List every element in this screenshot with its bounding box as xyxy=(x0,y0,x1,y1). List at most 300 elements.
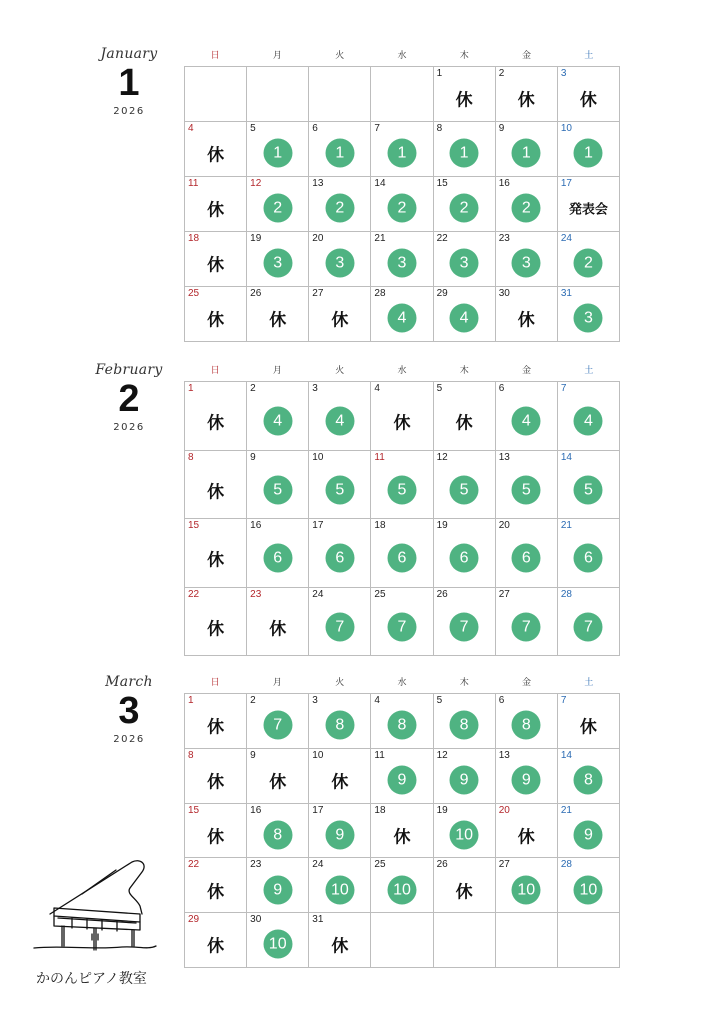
month-name: February xyxy=(95,362,163,378)
weekday-header xyxy=(184,676,620,690)
month-number: 1 xyxy=(118,62,140,104)
day-cell xyxy=(434,67,496,122)
weekday-label: 火 xyxy=(335,678,345,688)
closed-label: 休 xyxy=(207,882,225,903)
day-cell xyxy=(371,382,433,451)
day-number: 12 xyxy=(436,749,448,761)
day-number: 31 xyxy=(312,914,324,926)
day-number: 9 xyxy=(250,749,256,761)
day-number: 11 xyxy=(374,451,385,463)
day-number: 5 xyxy=(436,383,443,394)
day-number: 6 xyxy=(498,383,505,394)
day-cell xyxy=(185,122,247,177)
lesson-number-badge: 5 xyxy=(325,475,354,504)
day-number: 28 xyxy=(560,859,572,871)
day-cell xyxy=(309,232,371,287)
day-cell xyxy=(185,382,247,451)
day-number: 11 xyxy=(374,749,385,761)
day-number: 8 xyxy=(436,123,443,134)
lesson-number-badge: 9 xyxy=(574,820,603,849)
day-cell xyxy=(371,232,433,287)
day-cell xyxy=(185,519,247,588)
weekday-label: 土 xyxy=(584,51,594,61)
closed-label: 休 xyxy=(269,772,287,793)
day-number: 10 xyxy=(312,451,324,463)
closed-label: 休 xyxy=(269,619,287,640)
day-cell xyxy=(434,588,496,657)
day-cell xyxy=(496,749,558,804)
closed-label: 休 xyxy=(207,772,225,793)
lesson-number-badge: 8 xyxy=(574,765,603,794)
month-year: 2026 xyxy=(113,106,145,117)
day-cell xyxy=(309,588,371,657)
day-cell xyxy=(371,519,433,588)
lesson-number-badge: 1 xyxy=(512,139,541,168)
day-cell xyxy=(247,232,309,287)
month-number: 3 xyxy=(118,690,140,732)
day-number: 5 xyxy=(250,123,256,134)
lesson-number-badge: 2 xyxy=(512,194,541,223)
day-cell xyxy=(558,804,620,859)
lesson-number-badge: 8 xyxy=(450,711,479,740)
weekday-label: 月 xyxy=(272,678,282,688)
day-number: 4 xyxy=(374,695,380,706)
day-cell xyxy=(309,749,371,804)
day-number: 25 xyxy=(374,588,386,600)
day-cell xyxy=(247,519,309,588)
day-number: 19 xyxy=(436,804,448,816)
day-number: 2 xyxy=(250,695,256,706)
day-number: 22 xyxy=(188,588,200,600)
lesson-number-badge: 4 xyxy=(263,407,292,436)
weekday-label: 水 xyxy=(397,51,407,61)
day-cell xyxy=(247,804,309,859)
lesson-number-badge: 7 xyxy=(574,612,603,641)
day-number: 29 xyxy=(436,288,448,299)
day-cell xyxy=(371,177,433,232)
day-number: 14 xyxy=(560,451,572,463)
day-number: 7 xyxy=(560,695,567,706)
day-cell xyxy=(247,287,309,342)
day-number: 28 xyxy=(374,288,386,299)
day-number: 29 xyxy=(188,914,200,926)
day-number: 20 xyxy=(312,233,324,244)
day-cell xyxy=(309,382,371,451)
month-label xyxy=(70,46,188,117)
day-number: 21 xyxy=(560,804,572,816)
day-number: 16 xyxy=(250,804,262,816)
lesson-number-badge: 5 xyxy=(574,475,603,504)
empty-day-cell xyxy=(371,913,433,968)
day-cell xyxy=(247,694,309,749)
month-year: 2026 xyxy=(113,422,145,433)
lesson-number-badge: 3 xyxy=(387,249,416,278)
closed-label: 休 xyxy=(393,413,411,434)
lesson-number-badge: 3 xyxy=(512,249,541,278)
day-cell xyxy=(496,287,558,342)
day-cell xyxy=(496,804,558,859)
weekday-header xyxy=(184,49,620,63)
month-name: March xyxy=(105,674,153,690)
day-cell xyxy=(371,287,433,342)
month-label xyxy=(70,362,188,433)
day-number: 21 xyxy=(374,233,386,244)
closed-label: 休 xyxy=(455,90,473,111)
lesson-number-badge: 3 xyxy=(263,249,292,278)
empty-day-cell xyxy=(247,67,309,122)
day-cell xyxy=(496,519,558,588)
closed-label: 休 xyxy=(393,827,411,848)
lesson-number-badge: 8 xyxy=(263,820,292,849)
closed-label: 休 xyxy=(207,827,225,848)
day-cell xyxy=(434,519,496,588)
day-number: 20 xyxy=(498,520,510,531)
day-cell xyxy=(434,382,496,451)
day-cell xyxy=(371,588,433,657)
day-cell xyxy=(496,694,558,749)
day-cell xyxy=(434,287,496,342)
lesson-number-badge: 9 xyxy=(450,765,479,794)
day-number: 1 xyxy=(436,68,443,79)
empty-day-cell xyxy=(309,67,371,122)
day-cell xyxy=(247,122,309,177)
day-cell xyxy=(371,122,433,177)
day-number: 12 xyxy=(436,451,448,463)
empty-day-cell xyxy=(371,67,433,122)
lesson-number-badge: 9 xyxy=(263,875,292,904)
day-cell xyxy=(496,382,558,451)
weekday-label: 火 xyxy=(335,51,345,61)
day-cell xyxy=(558,451,620,520)
closed-label: 休 xyxy=(455,413,473,434)
weekday-label: 日 xyxy=(210,51,220,61)
closed-label: 休 xyxy=(269,310,287,331)
day-number: 11 xyxy=(188,178,199,189)
day-cell xyxy=(496,232,558,287)
day-number: 15 xyxy=(436,178,448,189)
month-number: 2 xyxy=(118,378,140,420)
day-cell xyxy=(434,749,496,804)
lesson-number-badge: 4 xyxy=(325,407,354,436)
day-cell xyxy=(185,287,247,342)
day-number: 10 xyxy=(312,749,324,761)
lesson-number-badge: 6 xyxy=(450,544,479,573)
weekday-label: 水 xyxy=(397,678,407,688)
lesson-number-badge: 8 xyxy=(325,711,354,740)
day-cell xyxy=(434,694,496,749)
day-number: 26 xyxy=(436,859,448,871)
day-number: 26 xyxy=(250,288,262,299)
day-cell xyxy=(309,913,371,968)
day-number: 15 xyxy=(188,520,200,531)
lesson-number-badge: 5 xyxy=(450,475,479,504)
weekday-header xyxy=(184,364,620,378)
lesson-number-badge: 7 xyxy=(263,711,292,740)
day-cell xyxy=(247,382,309,451)
month-label xyxy=(70,674,188,745)
day-cell xyxy=(558,519,620,588)
lesson-number-badge: 1 xyxy=(450,139,479,168)
weekday-label: 金 xyxy=(522,678,532,688)
day-number: 27 xyxy=(498,859,510,871)
day-cell xyxy=(371,451,433,520)
day-cell xyxy=(371,694,433,749)
lesson-number-badge: 2 xyxy=(263,194,292,223)
lesson-number-badge: 4 xyxy=(574,407,603,436)
lesson-number-badge: 4 xyxy=(450,304,479,333)
day-number: 7 xyxy=(374,123,380,134)
day-cell xyxy=(496,588,558,657)
day-cell xyxy=(185,232,247,287)
day-cell xyxy=(558,588,620,657)
lesson-number-badge: 3 xyxy=(325,249,354,278)
day-cell xyxy=(558,858,620,913)
day-cell xyxy=(558,287,620,342)
day-cell xyxy=(247,749,309,804)
lesson-number-badge: 10 xyxy=(387,875,416,904)
lesson-number-badge: 10 xyxy=(450,820,479,849)
day-number: 13 xyxy=(498,749,510,761)
closed-label: 休 xyxy=(207,413,225,434)
day-number: 26 xyxy=(436,588,448,600)
weekday-label: 土 xyxy=(584,678,594,688)
day-number: 3 xyxy=(560,68,567,79)
lesson-number-badge: 1 xyxy=(387,139,416,168)
day-cell xyxy=(309,451,371,520)
closed-label: 休 xyxy=(331,310,349,331)
lesson-number-badge: 6 xyxy=(325,544,354,573)
weekday-label: 木 xyxy=(459,366,469,376)
day-cell xyxy=(558,122,620,177)
weekday-label: 日 xyxy=(210,366,220,376)
lesson-number-badge: 2 xyxy=(387,194,416,223)
closed-label: 休 xyxy=(207,200,225,221)
lesson-number-badge: 1 xyxy=(574,139,603,168)
empty-day-cell xyxy=(558,913,620,968)
weekday-label: 金 xyxy=(522,51,532,61)
empty-day-cell xyxy=(185,67,247,122)
lesson-number-badge: 7 xyxy=(387,612,416,641)
lesson-number-badge: 7 xyxy=(325,612,354,641)
lesson-number-badge: 6 xyxy=(574,544,603,573)
day-number: 16 xyxy=(250,520,262,531)
day-cell xyxy=(434,122,496,177)
day-cell xyxy=(496,122,558,177)
day-cell xyxy=(434,232,496,287)
day-cell xyxy=(185,913,247,968)
weekday-label: 月 xyxy=(272,366,282,376)
day-cell xyxy=(496,177,558,232)
lesson-number-badge: 3 xyxy=(574,304,603,333)
weekday-label: 水 xyxy=(397,366,407,376)
day-number: 25 xyxy=(188,288,200,299)
day-cell xyxy=(558,67,620,122)
closed-label: 休 xyxy=(455,882,473,903)
day-number: 13 xyxy=(312,178,324,189)
day-number: 3 xyxy=(312,383,318,394)
day-number: 18 xyxy=(188,233,200,244)
day-number: 16 xyxy=(498,178,510,189)
lesson-number-badge: 2 xyxy=(574,249,603,278)
weekday-label: 木 xyxy=(459,51,469,61)
weekday-label: 木 xyxy=(459,678,469,688)
lesson-number-badge: 5 xyxy=(263,475,292,504)
lesson-number-badge: 5 xyxy=(387,475,416,504)
lesson-number-badge: 6 xyxy=(387,544,416,573)
day-cell xyxy=(185,451,247,520)
day-cell xyxy=(185,694,247,749)
day-cell xyxy=(185,177,247,232)
day-cell xyxy=(247,177,309,232)
lesson-number-badge: 9 xyxy=(387,765,416,794)
recital-label: 発表会 xyxy=(568,202,608,218)
day-cell xyxy=(247,588,309,657)
closed-label: 休 xyxy=(207,936,225,957)
day-number: 24 xyxy=(312,859,324,871)
day-number: 21 xyxy=(560,520,572,531)
day-number: 23 xyxy=(250,588,262,600)
day-number: 15 xyxy=(188,804,200,816)
day-number: 23 xyxy=(250,859,262,871)
day-number: 2 xyxy=(250,383,256,394)
day-cell xyxy=(185,858,247,913)
month-name: January xyxy=(100,46,158,62)
day-cell xyxy=(309,122,371,177)
day-cell xyxy=(496,451,558,520)
day-number: 19 xyxy=(436,520,448,531)
day-number: 8 xyxy=(188,749,194,761)
day-cell xyxy=(309,858,371,913)
day-number: 8 xyxy=(188,451,194,463)
lesson-number-badge: 7 xyxy=(512,612,541,641)
day-number: 17 xyxy=(560,178,572,189)
lesson-number-badge: 2 xyxy=(325,194,354,223)
weekday-label: 日 xyxy=(210,678,220,688)
day-number: 18 xyxy=(374,804,386,816)
day-number: 1 xyxy=(188,695,194,706)
day-number: 20 xyxy=(498,804,510,816)
day-number: 27 xyxy=(498,588,510,600)
day-number: 17 xyxy=(312,804,324,816)
day-cell xyxy=(247,451,309,520)
lesson-number-badge: 1 xyxy=(325,139,354,168)
lesson-number-badge: 3 xyxy=(450,249,479,278)
day-number: 14 xyxy=(374,178,386,189)
day-cell xyxy=(309,177,371,232)
day-cell xyxy=(371,804,433,859)
lesson-number-badge: 6 xyxy=(263,544,292,573)
day-cell xyxy=(247,913,309,968)
closed-label: 休 xyxy=(331,772,349,793)
day-cell xyxy=(496,858,558,913)
lesson-number-badge: 5 xyxy=(512,475,541,504)
grand-piano-icon xyxy=(32,858,158,958)
month-year: 2026 xyxy=(113,734,145,745)
weekday-label: 金 xyxy=(522,366,532,376)
day-cell xyxy=(434,858,496,913)
lesson-number-badge: 8 xyxy=(387,711,416,740)
lesson-number-badge: 10 xyxy=(512,875,541,904)
day-number: 2 xyxy=(498,68,505,79)
day-cell xyxy=(309,804,371,859)
day-cell xyxy=(185,749,247,804)
day-number: 30 xyxy=(498,288,510,299)
day-number: 17 xyxy=(312,520,324,531)
closed-label: 休 xyxy=(207,255,225,276)
day-number: 24 xyxy=(312,588,324,600)
weekday-label: 月 xyxy=(272,51,282,61)
closed-label: 休 xyxy=(579,90,597,111)
closed-label: 休 xyxy=(207,550,225,571)
day-number: 4 xyxy=(188,123,194,134)
day-number: 24 xyxy=(560,233,572,244)
closed-label: 休 xyxy=(579,717,597,738)
day-number: 22 xyxy=(436,233,448,244)
closed-label: 休 xyxy=(207,482,225,503)
day-cell xyxy=(247,858,309,913)
day-number: 12 xyxy=(250,178,262,189)
closed-label: 休 xyxy=(207,619,225,640)
closed-label: 休 xyxy=(517,90,535,111)
day-grid xyxy=(184,693,620,968)
lesson-number-badge: 4 xyxy=(512,407,541,436)
closed-label: 休 xyxy=(331,936,349,957)
weekday-label: 火 xyxy=(335,366,345,376)
lesson-number-badge: 9 xyxy=(325,820,354,849)
day-number: 9 xyxy=(250,451,256,463)
lesson-number-badge: 4 xyxy=(387,304,416,333)
closed-label: 休 xyxy=(207,717,225,738)
day-number: 7 xyxy=(560,383,567,394)
lesson-number-badge: 10 xyxy=(574,875,603,904)
day-cell xyxy=(371,749,433,804)
day-cell xyxy=(434,451,496,520)
empty-day-cell xyxy=(496,913,558,968)
day-number: 3 xyxy=(312,695,318,706)
closed-label: 休 xyxy=(517,827,535,848)
lesson-number-badge: 6 xyxy=(512,544,541,573)
day-number: 22 xyxy=(188,859,200,871)
day-cell xyxy=(558,749,620,804)
day-number: 14 xyxy=(560,749,572,761)
day-cell xyxy=(434,804,496,859)
day-number: 5 xyxy=(436,695,443,706)
lesson-number-badge: 1 xyxy=(263,139,292,168)
day-number: 4 xyxy=(374,383,380,394)
day-number: 31 xyxy=(560,288,572,299)
lesson-number-badge: 10 xyxy=(325,875,354,904)
day-number: 6 xyxy=(312,123,318,134)
day-number: 25 xyxy=(374,859,386,871)
school-name: かのんピアノ教室 xyxy=(36,971,147,987)
day-cell xyxy=(496,67,558,122)
day-number: 1 xyxy=(188,383,194,394)
day-number: 9 xyxy=(498,123,505,134)
day-cell xyxy=(185,588,247,657)
day-grid xyxy=(184,66,620,342)
day-cell xyxy=(371,858,433,913)
day-cell xyxy=(185,804,247,859)
day-cell xyxy=(309,519,371,588)
day-number: 27 xyxy=(312,288,324,299)
day-number: 10 xyxy=(560,123,572,134)
day-cell xyxy=(558,694,620,749)
closed-label: 休 xyxy=(207,310,225,331)
closed-label: 休 xyxy=(517,310,535,331)
empty-day-cell xyxy=(434,913,496,968)
day-number: 13 xyxy=(498,451,510,463)
day-cell xyxy=(309,694,371,749)
